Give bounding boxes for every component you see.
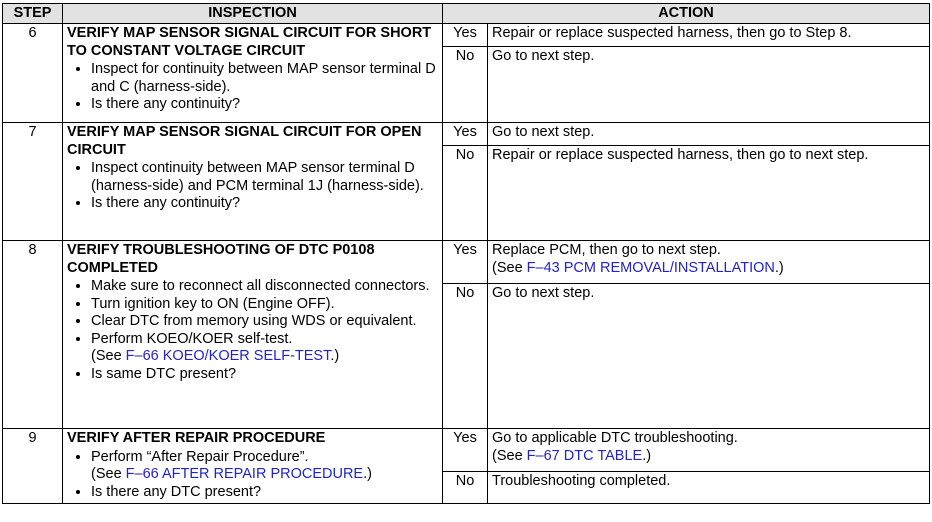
yes-action-text: Go to applicable DTC troubleshooting. <box>492 430 738 446</box>
see-suffix: .) <box>363 466 372 482</box>
inspection-bullet: • Is there any DTC present? <box>91 484 438 502</box>
no-action: Go to next step. <box>488 284 930 429</box>
see-prefix: (See <box>492 447 527 464</box>
inspection-cell <box>63 429 443 504</box>
see-prefix: (See <box>91 348 126 364</box>
no-label: No <box>443 472 488 504</box>
yes-action: Repair or replace suspected harness, then go to Step 8. <box>488 24 930 47</box>
see-prefix: (See <box>91 466 126 482</box>
step-number: 9 <box>3 429 63 504</box>
yes-action-text: Replace PCM, then go to next step. <box>492 242 721 258</box>
inspection-list <box>67 61 438 114</box>
inspection-list <box>67 160 438 213</box>
yes-label: Yes <box>443 241 488 284</box>
step-number: 7 <box>3 123 63 241</box>
after-repair-procedure-link[interactable]: F–66 AFTER REPAIR PROCEDURE <box>125 466 364 482</box>
see-suffix: .) <box>774 259 784 276</box>
no-label: No <box>443 146 488 241</box>
inspection-bullet: • Clear DTC from memory using WDS or equivalent. <box>91 313 438 331</box>
yes-see-reference <box>492 260 925 278</box>
no-action: Go to next step. <box>488 47 930 123</box>
step-title: VERIFY AFTER REPAIR PROCEDURE <box>67 430 326 446</box>
inspection-bullet: • Make sure to reconnect all disconnected connectors. <box>91 278 438 296</box>
inspection-cell <box>63 24 443 123</box>
inspection-bullet: • Turn ignition key to ON (Engine OFF). <box>91 296 438 314</box>
yes-label: Yes <box>443 429 488 472</box>
no-label: No <box>443 284 488 429</box>
step-title: VERIFY TROUBLESHOOTING OF DTC P0108 COMPLETED <box>67 242 375 276</box>
inspection-bullet-text: Perform KOEO/KOER self-test. <box>91 330 293 347</box>
yes-action <box>488 429 930 472</box>
inspection-bullet <box>91 331 438 366</box>
step-9-yes-row <box>3 429 930 472</box>
step-number: 8 <box>3 241 63 429</box>
see-suffix: .) <box>330 348 340 364</box>
no-action: Troubleshooting completed. <box>488 472 930 504</box>
inspection-bullet: • Is there any continuity? <box>91 195 438 213</box>
header-row <box>3 4 930 24</box>
no-action: Repair or replace suspected harness, then go to next step. <box>488 146 930 241</box>
inspection-bullet-text: Perform “After Repair Procedure”. <box>91 448 309 465</box>
see-reference <box>91 348 438 366</box>
yes-action <box>488 241 930 284</box>
pcm-removal-installation-link[interactable]: F–43 PCM REMOVAL/INSTALLATION <box>526 259 775 276</box>
no-label: No <box>443 47 488 123</box>
step-7-yes-row <box>3 123 930 146</box>
inspection-bullet: • Inspect continuity between MAP sensor terminal D (harness-side) and PCM terminal 1J (harness-side). <box>91 160 438 195</box>
troubleshooting-table <box>2 3 930 504</box>
step-number: 6 <box>3 24 63 123</box>
step-8-yes-row <box>3 241 930 284</box>
step-title: VERIFY MAP SENSOR SIGNAL CIRCUIT FOR SHORT TO CONSTANT VOLTAGE CIRCUIT <box>67 25 432 59</box>
see-suffix: .) <box>642 447 652 464</box>
yes-action: Go to next step. <box>488 123 930 146</box>
inspection-bullet: • Is there any continuity? <box>91 96 438 114</box>
step-6-yes-row <box>3 24 930 47</box>
header-action: ACTION <box>443 4 930 24</box>
yes-label: Yes <box>443 123 488 146</box>
see-prefix: (See <box>492 259 527 276</box>
dtc-table-link[interactable]: F–67 DTC TABLE <box>526 447 643 464</box>
header-inspection: INSPECTION <box>63 4 443 24</box>
inspection-list <box>67 278 438 383</box>
see-reference <box>91 466 438 484</box>
inspection-cell <box>63 123 443 241</box>
header-step: STEP <box>3 4 63 24</box>
koeo-koer-self-test-link[interactable]: F–66 KOEO/KOER SELF-TEST <box>125 348 331 364</box>
yes-see-reference <box>492 448 925 466</box>
inspection-bullet <box>91 449 438 484</box>
inspection-list <box>67 449 438 502</box>
inspection-bullet: • Inspect for continuity between MAP sensor terminal D and C (harness-side). <box>91 61 438 96</box>
inspection-cell <box>63 241 443 429</box>
yes-label: Yes <box>443 24 488 47</box>
inspection-bullet: • Is same DTC present? <box>91 366 438 384</box>
step-title: VERIFY MAP SENSOR SIGNAL CIRCUIT FOR OPEN CIRCUIT <box>67 124 422 158</box>
